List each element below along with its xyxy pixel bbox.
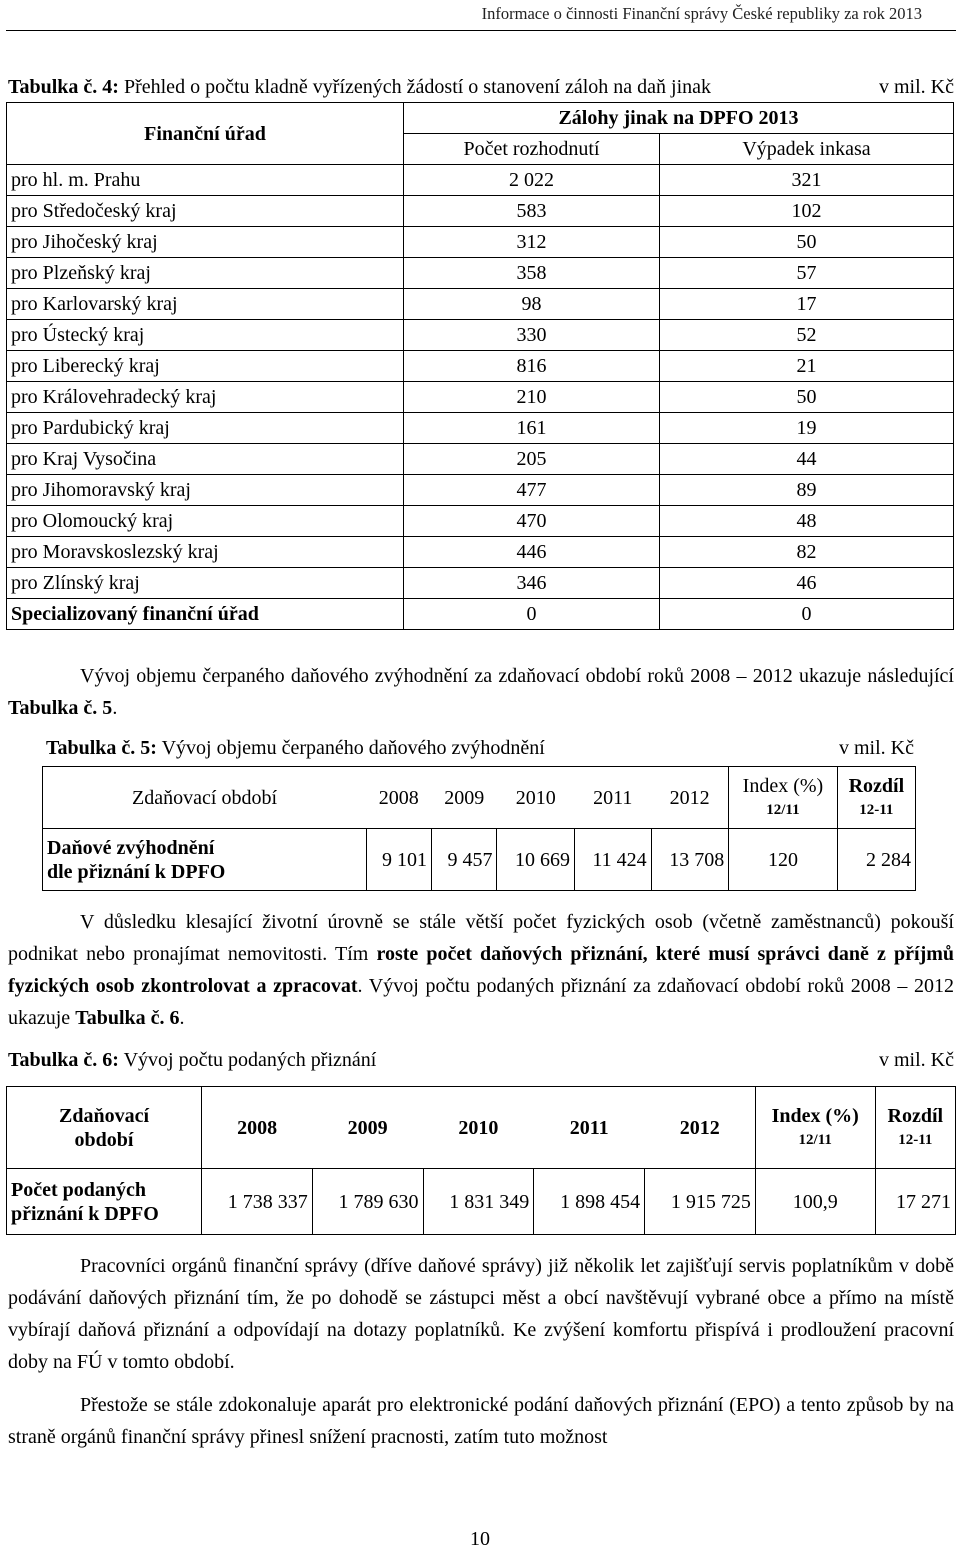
table4-row [7,165,954,196]
table4-header-office: Finanční úřad [7,103,404,165]
table4-decisions-cell: 470 [404,506,660,537]
table4-row [7,475,954,506]
table4 [6,102,954,630]
table6-value-2012: 1 915 725 [645,1169,756,1235]
table5-row-label-1: Daňové zvýhodnění [47,836,215,859]
table6-header-index [755,1087,875,1169]
table5-header-period: Zdaňovací období [43,767,367,829]
table4-office-cell: pro Jihomoravský kraj [7,475,404,506]
table6-header-diff [875,1087,955,1169]
table4-decisions-cell: 358 [404,258,660,289]
table6-value-2008: 1 738 337 [202,1169,313,1235]
table6-value-2010: 1 831 349 [423,1169,534,1235]
table4-office-cell: pro Ústecký kraj [7,320,404,351]
paragraph-4: Přestože se stále zdokonaluje aparát pro elektronické podání daňových přiznání (EPO) a tento způsob by na straně orgánů finanční správy přinesl snížení pracnosti, zatím tuto možnost [8,1394,954,1448]
table4-shortfall-cell: 102 [660,196,954,227]
paragraph-1-ref: Tabulka č. 5 [8,697,113,719]
table4-body [7,165,954,630]
table6-caption-text: Vývoj počtu podaných přiznání [118,1049,377,1071]
table5-caption-text: Vývoj objemu čerpaného daňového zvýhodnění [156,737,545,759]
table4-decisions-cell: 0 [404,599,660,630]
table4-row [7,320,954,351]
paragraph-1-text-b: . [112,697,118,719]
table4-shortfall-cell: 19 [660,413,954,444]
table6-row-label-2: přiznání k DPFO [11,1202,159,1225]
table4-shortfall-cell: 46 [660,568,954,599]
table6-value-2011: 1 898 454 [534,1169,645,1235]
paragraph-2 [8,906,954,1034]
table4-shortfall-cell: 0 [660,599,954,630]
table4-office-cell: pro Liberecký kraj [7,351,404,382]
table4-row [7,568,954,599]
table4-shortfall-cell: 50 [660,382,954,413]
table4-shortfall-cell: 321 [660,165,954,196]
table5-row-label-2: dle přiznání k DPFO [47,860,226,883]
table4-shortfall-cell: 57 [660,258,954,289]
paragraph-2-ref: Tabulka č. 6 [75,1007,180,1029]
table4-row [7,537,954,568]
table5-caption [46,737,914,760]
table5-diff-label: Rozdíl [848,774,905,797]
table5-value-2009: 9 457 [432,829,497,891]
table4-decisions-cell: 346 [404,568,660,599]
table4-row [7,382,954,413]
table5-diff-value: 2 284 [837,829,915,891]
table5-year-4: 2011 [574,767,651,829]
table6-year-3: 2010 [423,1087,534,1169]
table5-index-value: 120 [729,829,838,891]
table5-row-label [43,829,367,891]
table6-diff-sub: 12-11 [898,1131,933,1148]
table5-index-sub: 12/11 [766,801,800,818]
table4-shortfall-cell: 17 [660,289,954,320]
table4-decisions-cell: 583 [404,196,660,227]
table5-unit: v mil. Kč [839,737,914,759]
table5-year-5: 2012 [651,767,729,829]
table4-decisions-cell: 477 [404,475,660,506]
table6-header-period [7,1087,202,1169]
paragraph-2-text-c: . [179,1007,185,1029]
table4-shortfall-cell: 48 [660,506,954,537]
table4-office-cell: pro Plzeňský kraj [7,258,404,289]
table4-header-shortfall: Výpadek inkasa [660,134,954,165]
table6-caption [8,1049,954,1072]
table6-caption-label: Tabulka č. 6: [8,1049,119,1071]
table6-index-label: Index (%) [771,1104,859,1127]
table6-index-sub: 12/11 [798,1131,832,1148]
table4-shortfall-cell: 52 [660,320,954,351]
table6-row-label [7,1169,202,1235]
table4-shortfall-cell: 21 [660,351,954,382]
table4-office-cell: pro Pardubický kraj [7,413,404,444]
paragraph-1 [8,660,954,724]
paragraph-2-bold: roste počet daňových přiznání, které musí správci daně z příjmů fyzických osob zkontrolovat a zpracovat [8,943,955,997]
table4-office-cell: pro Kraj Vysočina [7,444,404,475]
table5-year-3: 2010 [497,767,575,829]
table4-row [7,258,954,289]
table4-decisions-cell: 210 [404,382,660,413]
table6-year-1: 2008 [202,1087,313,1169]
table4-office-cell: pro Karlovarský kraj [7,289,404,320]
table4-row [7,506,954,537]
paragraph-3: Pracovníci orgánů finanční správy (dříve daňové správy) již několik let zajišťují servis poplatníkům v době podávání daňových přiznání tím, že po dohodě se zástupci měst a obcí navštěvují vybrané obce a přímo na místě vybírají daňová přiznání a odpovídají na dotazy poplatníků. Ke zvýšení komfortu přispívá i prodloužení pracovní doby na FÚ v tomto období. [8,1255,954,1373]
table5-header-diff [837,767,915,829]
table6-unit: v mil. Kč [879,1049,954,1071]
table4-decisions-cell: 330 [404,320,660,351]
table4-row [7,413,954,444]
table5-year-2: 2009 [432,767,497,829]
table5-year-1: 2008 [366,767,431,829]
table4-office-cell: pro Moravskoslezský kraj [7,537,404,568]
table5-value-2012: 13 708 [651,829,729,891]
table4-row [7,351,954,382]
table4-row [7,227,954,258]
table6-value-2009: 1 789 630 [312,1169,423,1235]
table4-row [7,444,954,475]
table6-year-5: 2012 [645,1087,756,1169]
table4-decisions-cell: 312 [404,227,660,258]
table4-decisions-cell: 816 [404,351,660,382]
table5-value-2008: 9 101 [366,829,431,891]
table5-value-2010: 10 669 [497,829,575,891]
table4-office-cell: pro Jihočeský kraj [7,227,404,258]
table4-caption-text: Přehled o počtu kladně vyřízených žádostí o stanovení záloh na daň jinak [118,76,712,98]
table6 [6,1086,956,1235]
table4-shortfall-cell: 82 [660,537,954,568]
running-header: Informace o činnosti Finanční správy České republiky za rok 2013 [481,4,922,23]
table6-diff-label: Rozdíl [887,1104,944,1127]
table4-header-group: Zálohy jinak na DPFO 2013 [404,103,954,134]
table4-decisions-cell: 98 [404,289,660,320]
table4-office-cell: pro Zlínský kraj [7,568,404,599]
table4-header-decisions: Počet rozhodnutí [404,134,660,165]
table4-decisions-cell: 161 [404,413,660,444]
table6-diff-value: 17 271 [875,1169,955,1235]
table4-shortfall-cell: 44 [660,444,954,475]
paragraph-1-text-a: Vývoj objemu čerpaného daňového zvýhodnění za zdaňovací období roků 2008 – 2012 ukazuje následující [80,665,954,687]
table5-header-index [729,767,838,829]
table4-decisions-cell: 446 [404,537,660,568]
page-number: 10 [470,1528,490,1550]
table5-value-2011: 11 424 [574,829,651,891]
table4-office-cell: pro hl. m. Prahu [7,165,404,196]
table4-decisions-cell: 205 [404,444,660,475]
header-rule [6,30,956,31]
table6-year-4: 2011 [534,1087,645,1169]
table6-year-2: 2009 [312,1087,423,1169]
table4-row [7,289,954,320]
table6-period-2: období [74,1128,134,1151]
table5-caption-label: Tabulka č. 5: [46,737,157,759]
paragraph-2-text-a: V důsledku klesající životní úrovně se stále větší počet fyzických osob (včetně zaměstnanců) pokouší podnikat nebo pronajímat nemovitosti. Tím [8,911,954,965]
table4-caption [8,76,954,99]
table6-row-label-1: Počet podaných [11,1178,146,1201]
table4-unit: v mil. Kč [879,76,954,98]
table4-row [7,599,954,630]
table4-decisions-cell: 2 022 [404,165,660,196]
table5 [42,766,916,891]
table4-office-cell: pro Olomoucký kraj [7,506,404,537]
table5-index-label: Index (%) [742,774,824,797]
table4-office-cell: pro Královehradecký kraj [7,382,404,413]
table4-row [7,196,954,227]
table5-diff-sub: 12-11 [859,801,894,818]
table4-shortfall-cell: 89 [660,475,954,506]
table4-caption-label: Tabulka č. 4: [8,76,119,98]
table6-period-1: Zdaňovací [58,1104,150,1127]
table4-office-cell: Specializovaný finanční úřad [7,599,404,630]
paragraph-2-text-b: . Vývoj počtu podaných přiznání za zdaňovací období roků 2008 – 2012 ukazuje [8,975,954,1029]
table4-office-cell: pro Středočeský kraj [7,196,404,227]
table6-index-value: 100,9 [755,1169,875,1235]
table4-shortfall-cell: 50 [660,227,954,258]
